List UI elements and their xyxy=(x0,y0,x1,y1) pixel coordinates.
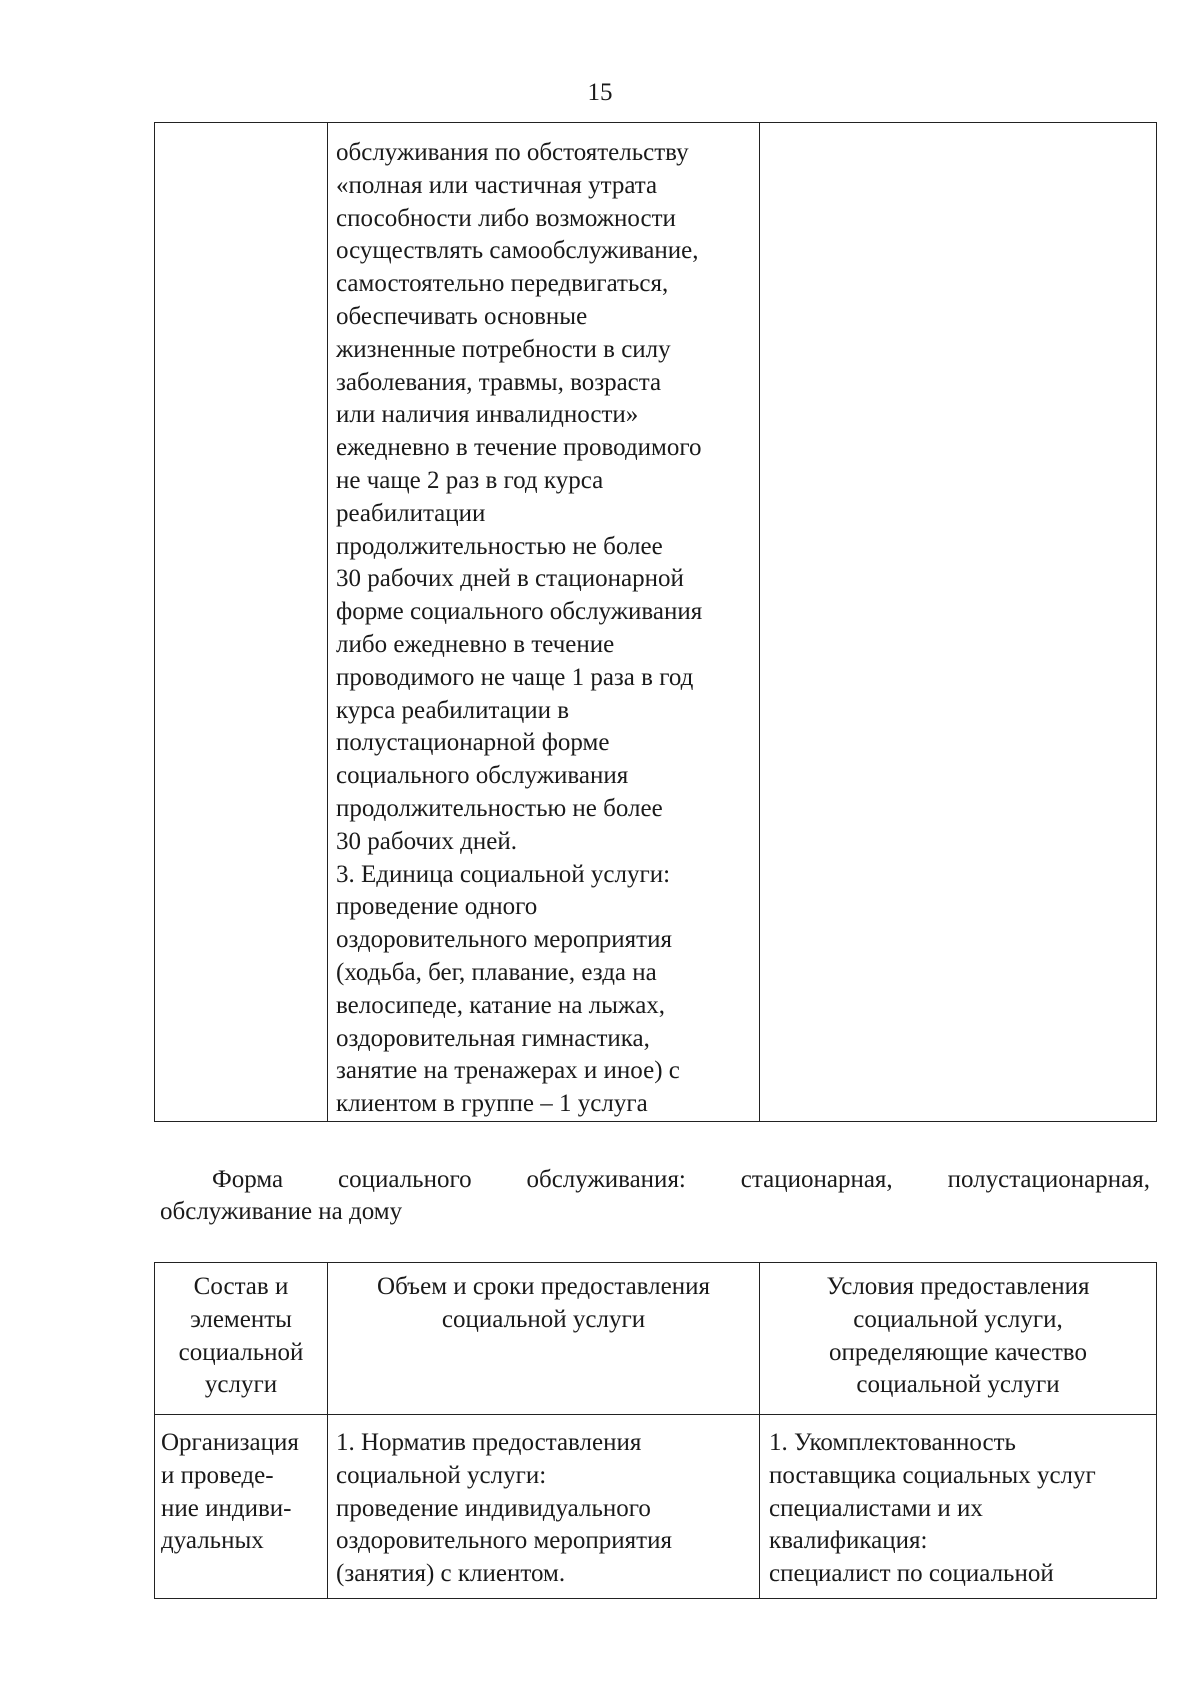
text-line: велосипеде, катание на лыжах, xyxy=(336,991,666,1019)
text-line: или наличия инвалидности» xyxy=(336,401,639,429)
text-line: 30 рабочих дней. xyxy=(336,827,517,855)
text-line: продолжительностью не более xyxy=(336,794,663,822)
text-line: проведение одного xyxy=(336,893,538,921)
header-line: элементы xyxy=(190,1305,292,1333)
table-row xyxy=(155,123,1157,1122)
header-line: социальной услуги, xyxy=(853,1305,1063,1333)
text-line: клиентом в группе – 1 услуга xyxy=(336,1090,648,1118)
text-line: 1. Укомплектованность xyxy=(769,1429,1016,1456)
page-number: 15 xyxy=(587,79,613,106)
paragraph-line: обслуживание на дому xyxy=(160,1198,403,1225)
text-line: полустационарной форме xyxy=(336,729,610,757)
text-line: 30 рабочих дней в стационарной xyxy=(336,565,684,593)
text-line: реабилитации xyxy=(336,499,486,527)
text-line: жизненные потребности в силу xyxy=(336,335,671,363)
text-line: оздоровительная гимнастика, xyxy=(336,1024,650,1052)
text-line: социального обслуживания xyxy=(336,762,629,790)
text-line: (занятия) с клиентом. xyxy=(336,1560,566,1588)
text-line: проведение индивидуального xyxy=(336,1494,651,1522)
header-line: определяющие качество xyxy=(829,1338,1087,1366)
text-line: не чаще 2 раз в год курса xyxy=(336,466,604,494)
text-line: курса реабилитации в xyxy=(336,696,570,724)
header-line: социальной услуги xyxy=(856,1371,1060,1399)
table-header-row xyxy=(155,1263,1157,1415)
header-volume-and-terms xyxy=(328,1263,760,1415)
text-line: продолжительностью не более xyxy=(336,532,663,560)
text-line: и проведе- xyxy=(161,1461,274,1489)
text-line: Организация xyxy=(161,1429,299,1456)
text-line: обеспечивать основные xyxy=(336,302,588,330)
table-cell-composition xyxy=(155,123,328,1122)
table-cell-volume-and-terms xyxy=(328,123,760,1122)
text-line: поставщика социальных услуг xyxy=(769,1461,1096,1489)
table-cell-volume-and-terms xyxy=(328,1415,760,1599)
text-line: проводимого не чаще 1 раза в год xyxy=(336,663,694,691)
service-form-paragraph xyxy=(160,1164,1150,1228)
text-line: заболевания, травмы, возраста xyxy=(336,368,662,396)
header-composition xyxy=(155,1263,328,1415)
text-line: «полная или частичная утрата xyxy=(336,171,658,199)
table-cell-conditions xyxy=(760,123,1157,1122)
paragraph-line: Форма социального обслуживания: стационарная, полустационарная, xyxy=(212,1166,1150,1193)
text-line: социальной услуги: xyxy=(336,1461,547,1489)
text-line: способности либо возможности xyxy=(336,204,676,232)
header-line: Объем и сроки предоставления xyxy=(377,1273,710,1300)
services-table xyxy=(154,1262,1157,1599)
header-line: социальной услуги xyxy=(441,1305,646,1333)
table-row xyxy=(155,1415,1157,1599)
header-line: социальной xyxy=(178,1338,304,1366)
text-line: ние индиви- xyxy=(161,1494,292,1522)
table-cell-composition xyxy=(155,1415,328,1599)
text-line: 1. Норматив предоставления xyxy=(336,1429,642,1456)
text-line: оздоровительного мероприятия xyxy=(336,1527,672,1555)
text-line: (ходьба, бег, плавание, езда на xyxy=(336,958,657,986)
text-line: дуальных xyxy=(161,1527,264,1555)
header-line: услуги xyxy=(204,1371,278,1399)
header-conditions xyxy=(760,1263,1157,1415)
text-line: специалист по социальной xyxy=(769,1560,1054,1588)
text-line: ежедневно в течение проводимого xyxy=(336,434,702,462)
text-line: обслуживания по обстоятельству xyxy=(336,139,689,166)
text-line: самостоятельно передвигаться, xyxy=(336,270,669,298)
header-line: Состав и xyxy=(193,1273,289,1300)
text-line: занятие на тренажерах и иное) с xyxy=(336,1057,680,1085)
table-cell-conditions xyxy=(760,1415,1157,1599)
text-line: оздоровительного мероприятия xyxy=(336,926,672,954)
text-line: специалистами и их xyxy=(769,1494,983,1522)
text-line: осуществлять самообслуживание, xyxy=(336,237,699,265)
text-line: форме социального обслуживания xyxy=(336,598,703,626)
text-line: квалификация: xyxy=(769,1527,928,1555)
text-line: либо ежедневно в течение xyxy=(336,630,615,658)
text-line: 3. Единица социальной услуги: xyxy=(336,860,671,888)
header-line: Условия предоставления xyxy=(826,1273,1090,1300)
continuation-table xyxy=(154,122,1157,1122)
